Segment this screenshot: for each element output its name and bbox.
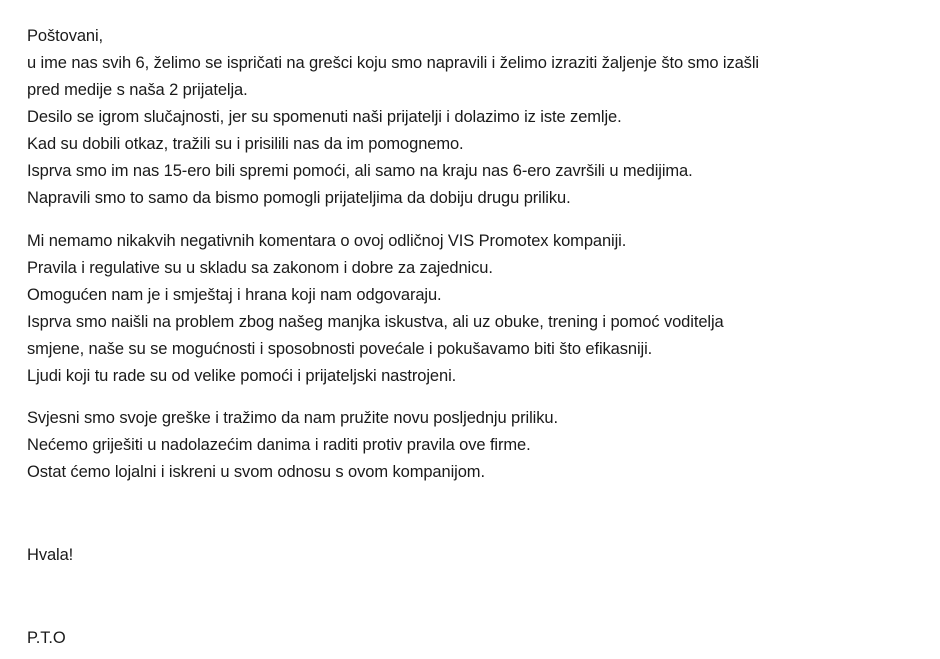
greeting: Poštovani, [27, 27, 104, 45]
paragraph-1-line: Isprva smo im nas 15-ero bili spremi pomoći, ali samo na kraju nas 6-ero završili u medijima. [27, 162, 693, 180]
paragraph-2-line: Omogućen nam je i smještaj i hrana koji nam odgovaraju. [27, 286, 442, 304]
paragraph-1-line: u ime nas svih 6, želimo se ispričati na grešci koju smo napravili i želimo izraziti žaljenje što smo izašli [27, 54, 759, 72]
paragraph-3-line: Nećemo griješiti u nadolazećim danima i raditi protiv pravila ove firme. [27, 436, 531, 454]
paragraph-3-line: Ostat ćemo lojalni i iskreni u svom odnosu s ovom kompanijom. [27, 463, 485, 481]
paragraph-2-line: Pravila i regulative su u skladu sa zakonom i dobre za zajednicu. [27, 259, 493, 277]
closing: Hvala! [27, 546, 74, 564]
paragraph-1-line: pred medije s naša 2 prijatelja. [27, 81, 248, 99]
paragraph-2-line: smjene, naše su se mogućnosti i sposobnosti povećale i pokušavamo biti što efikasniji. [27, 340, 653, 358]
paragraph-2-line: Isprva smo naišli na problem zbog našeg manjka iskustva, ali uz obuke, trening i pomoć voditelja [27, 313, 724, 331]
paragraph-2-line: Mi nemamo nikakvih negativnih komentara o ovoj odličnoj VIS Promotex kompaniji. [27, 232, 627, 250]
paragraph-3-line: Svjesni smo svoje greške i tražimo da nam pružite novu posljednju priliku. [27, 409, 558, 427]
paragraph-1-line: Napravili smo to samo da bismo pomogli prijateljima da dobiju drugu priliku. [27, 189, 571, 207]
signature: P.T.O [27, 629, 66, 647]
paragraph-1-line: Kad su dobili otkaz, tražili su i prisilili nas da im pomognemo. [27, 135, 464, 153]
paragraph-2-line: Ljudi koji tu rade su od velike pomoći i prijateljski nastrojeni. [27, 367, 457, 385]
paragraph-1-line: Desilo se igrom slučajnosti, jer su spomenuti naši prijatelji i dolazimo iz iste zemlje. [27, 108, 622, 126]
